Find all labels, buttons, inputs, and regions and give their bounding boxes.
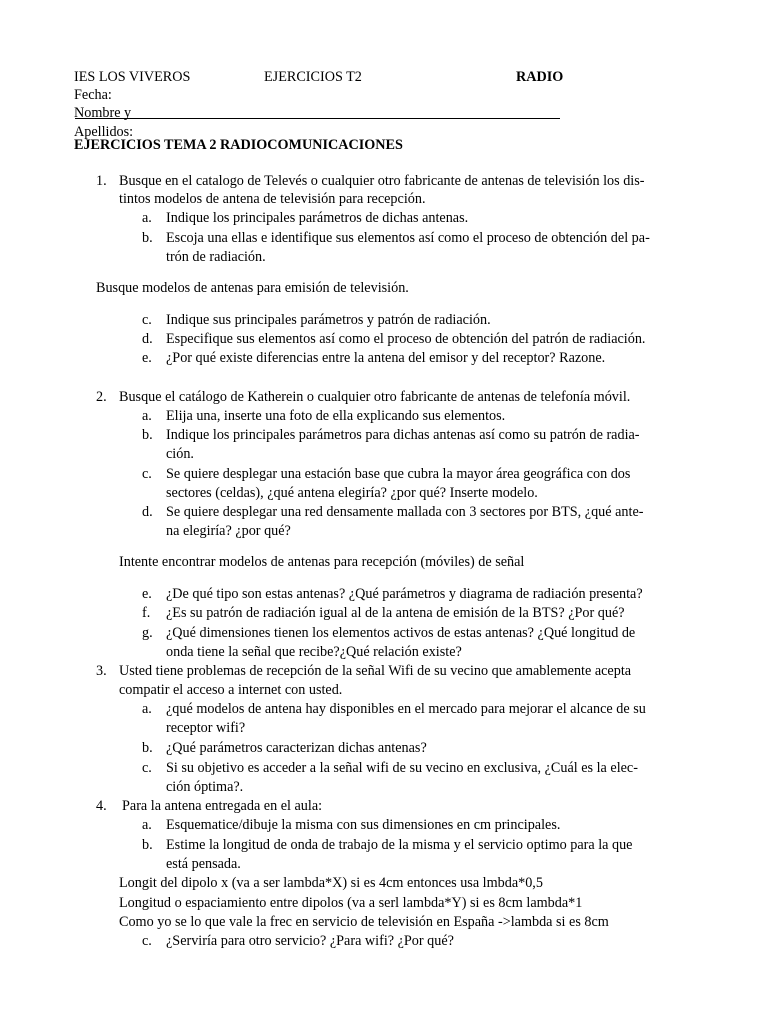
list-marker: b. <box>142 837 153 853</box>
date-label: Fecha: <box>74 87 112 103</box>
list-marker: c. <box>142 760 152 776</box>
text-line: está pensada. <box>166 856 241 872</box>
text-line: ¿De qué tipo son estas antenas? ¿Qué parámetros y diagrama de radiación presenta? <box>166 586 643 602</box>
list-marker: 2. <box>96 389 107 405</box>
text-line: ¿Es su patrón de radiación igual al de la antena de emisión de la BTS? ¿Por qué? <box>166 605 625 621</box>
text-line: Especifique sus elementos así como el proceso de obtención del patrón de radiación. <box>166 331 646 347</box>
list-marker: a. <box>142 408 152 424</box>
text-line: ¿Serviría para otro servicio? ¿Para wifi? ¿Por qué? <box>166 933 454 949</box>
text-line: Como yo se lo que vale la frec en servicio de televisión en España ->lambda si es 8cm <box>119 914 609 930</box>
text-line: ¿Qué dimensiones tienen los elementos activos de estas antenas? ¿Qué longitud de <box>166 625 636 641</box>
list-marker: f. <box>142 605 151 621</box>
subject-label: RADIO <box>516 69 564 85</box>
list-marker: 1. <box>96 173 107 189</box>
list-marker: a. <box>142 701 152 717</box>
exercise-label: EJERCICIOS T2 <box>264 69 362 85</box>
list-marker: b. <box>142 427 153 443</box>
text-line: Usted tiene problemas de recepción de la señal Wifi de su vecino que amablemente acepta <box>119 663 632 679</box>
school-name: IES LOS VIVEROS <box>74 69 191 85</box>
text-line: Se quiere desplegar una estación base que cubra la mayor área geográfica con dos <box>166 466 631 482</box>
name-label: Nombre y Apellidos: <box>74 105 134 141</box>
text-line: tintos modelos de antena de televisión para recepción. <box>119 191 426 207</box>
text-line: Busque modelos de antenas para emisión de televisión. <box>96 280 409 296</box>
text-line: Para la antena entregada en el aula: <box>122 798 323 814</box>
text-line: Intente encontrar modelos de antenas para recepción (móviles) de señal <box>119 554 525 570</box>
text-line: compatir el acceso a internet con usted. <box>119 682 343 698</box>
list-marker: e. <box>142 586 152 602</box>
list-marker: d. <box>142 504 153 520</box>
list-marker: c. <box>142 312 152 328</box>
text-line: Busque el catálogo de Katherein o cualquier otro fabricante de antenas de telefonía móvil. <box>119 389 631 405</box>
text-line: Indique los principales parámetros de dichas antenas. <box>166 210 469 226</box>
name-underline <box>75 104 560 119</box>
list-marker: 4. <box>96 798 107 814</box>
list-marker: c. <box>142 466 152 482</box>
text-line: trón de radiación. <box>166 249 266 265</box>
text-line: Longit del dipolo x (va a ser lambda*X) si es 4cm entonces usa lmbda*0,5 <box>119 875 543 891</box>
text-line: ¿Qué parámetros caracterizan dichas antenas? <box>166 740 427 756</box>
list-marker: g. <box>142 625 153 641</box>
text-line: onda tiene la señal que recibe?¿Qué relación existe? <box>166 644 462 660</box>
text-line: ción. <box>166 446 194 462</box>
list-marker: d. <box>142 331 153 347</box>
list-marker: b. <box>142 230 153 246</box>
text-line: na elegiría? ¿por qué? <box>166 523 291 539</box>
text-line: Elija una, inserte una foto de ella explicando sus elementos. <box>166 408 506 424</box>
text-line: ¿Por qué existe diferencias entre la antena del emisor y del receptor? Razone. <box>166 350 606 366</box>
text-line: Estime la longitud de onda de trabajo de la misma y el servicio optimo para la que <box>166 837 633 853</box>
text-line: Busque en el catalogo de Televés o cualquier otro fabricante de antenas de televisión los dis- <box>119 173 645 189</box>
list-marker: c. <box>142 933 152 949</box>
list-marker: b. <box>142 740 153 756</box>
text-line: Indique los principales parámetros para dichas antenas así como su patrón de radia- <box>166 427 640 443</box>
text-line: sectores (celdas), ¿qué antena elegiría? ¿por qué? Inserte modelo. <box>166 485 538 501</box>
text-line: Indique sus principales parámetros y patrón de radiación. <box>166 312 491 328</box>
list-marker: a. <box>142 210 152 226</box>
text-line: receptor wifi? <box>166 720 246 736</box>
document-header <box>74 68 694 141</box>
text-line: Se quiere desplegar una red densamente mallada con 3 sectores por BTS, ¿qué ante- <box>166 504 644 520</box>
list-marker: 3. <box>96 663 107 679</box>
list-marker: a. <box>142 817 152 833</box>
text-line: ción óptima?. <box>166 779 244 795</box>
text-line: Longitud o espaciamiento entre dipolos (va a serl lambda*Y) si es 8cm lambda*1 <box>119 895 583 911</box>
text-line: ¿qué modelos de antena hay disponibles en el mercado para mejorar el alcance de su <box>166 701 646 717</box>
text-line: Esquematice/dibuje la misma con sus dimensiones en cm principales. <box>166 817 561 833</box>
text-line: Escoja una ellas e identifique sus elementos así como el proceso de obtención del pa- <box>166 230 650 246</box>
text-line: Si su objetivo es acceder a la señal wifi de su vecino en exclusiva, ¿Cuál es la elec- <box>166 760 638 776</box>
document-title: EJERCICIOS TEMA 2 RADIOCOMUNICACIONES <box>74 137 403 153</box>
list-marker: e. <box>142 350 152 366</box>
